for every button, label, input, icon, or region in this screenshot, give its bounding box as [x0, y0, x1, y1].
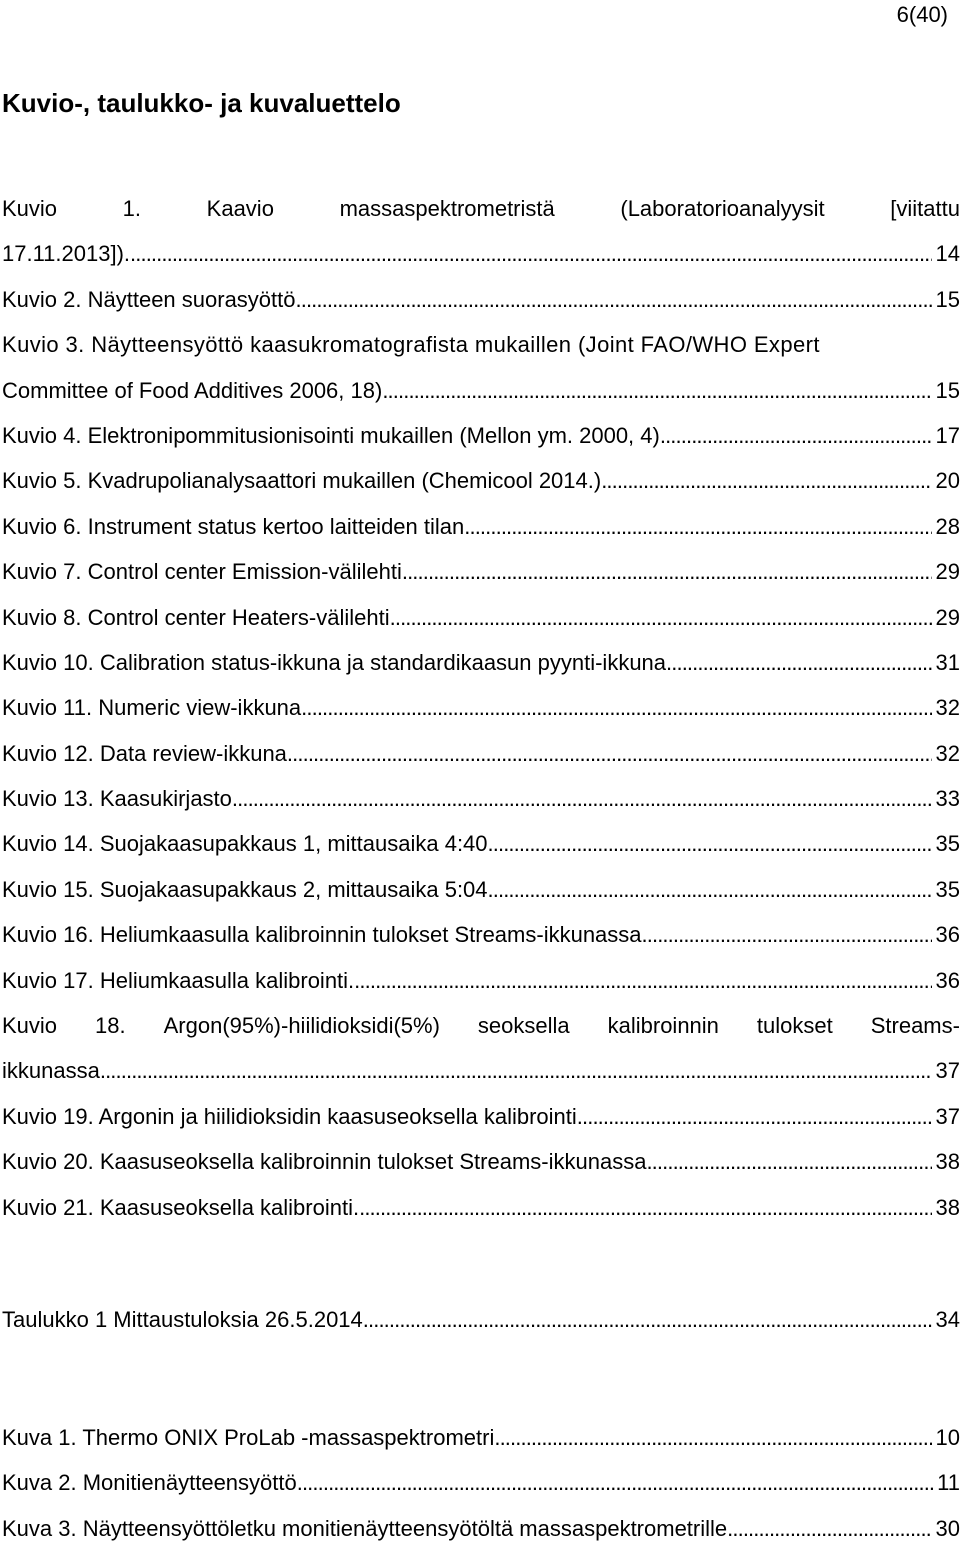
dot-leader: [301, 685, 931, 730]
page-number: 6(40): [896, 2, 948, 27]
dot-leader: [488, 821, 932, 866]
list-item: Kuvio 16. Heliumkaasulla kalibroinnin tulokset Streams-ikkunassa . . . 36: [2, 912, 960, 957]
list-item: Kuva 3. Näytteensyöttöletku monitienäytteensyötöltä massaspektrometrille . . . 30: [2, 1506, 960, 1551]
list-item-justified: Kuvio 18. Argon(95%)-hiilidioksidi(5%) seoksella kalibroinnin tulokset Streams-: [2, 1013, 960, 1039]
list-item: Kuvio 6. Instrument status kertoo laitteiden tilan . . . 28: [2, 504, 960, 549]
dot-leader: [601, 458, 931, 503]
dot-leader: [232, 776, 932, 821]
list-item: Kuvio 3. Näytteensyöttö kaasukromatografista mukaillen (Joint FAO/WHO Expert: [2, 332, 820, 358]
list-item: Kuvio 13. Kaasukirjasto . . . 33: [2, 776, 960, 821]
page-title: Kuvio-, taulukko- ja kuvaluettelo: [2, 88, 401, 118]
dot-leader: [390, 595, 932, 640]
dot-leader: [646, 1139, 931, 1184]
list-item: Kuva 1. Thermo ONIX ProLab -massaspektrometri . . . 10: [2, 1415, 960, 1460]
dot-leader: [297, 1460, 933, 1505]
dot-leader: [488, 867, 932, 912]
image-list: [2, 1415, 960, 1551]
dot-leader: [577, 1094, 932, 1139]
dot-leader: [494, 1415, 931, 1460]
dot-leader: [464, 504, 931, 549]
dot-leader: [660, 413, 932, 458]
list-item: 17.11.2013]). . . . 14: [2, 231, 960, 276]
list-item: Kuvio 21. Kaasuseoksella kalibrointi. . . . 38: [2, 1185, 960, 1230]
list-item: Kuvio 8. Control center Heaters-välilehti . . . 29: [2, 595, 960, 640]
list-item: Kuvio 20. Kaasuseoksella kalibroinnin tulokset Streams-ikkunassa . . . 38: [2, 1139, 960, 1184]
list-item: ikkunassa . . . 37: [2, 1048, 960, 1093]
list-item: Taulukko 1 Mittaustuloksia 26.5.2014 . . . 34: [2, 1297, 960, 1342]
figure-list: [2, 186, 960, 1230]
table-list: [2, 1297, 960, 1342]
list-item: Kuvio 19. Argonin ja hiilidioksidin kaasuseoksella kalibrointi . . . 37: [2, 1094, 960, 1139]
list-item: Kuvio 7. Control center Emission-välilehti . . . 29: [2, 549, 960, 594]
list-item: Kuvio 11. Numeric view-ikkuna . . . 32: [2, 685, 960, 730]
list-item: Kuvio 14. Suojakaasupakkaus 1, mittausaika 4:40 . . . 35: [2, 821, 960, 866]
dot-leader: [287, 731, 932, 776]
dot-leader: [359, 1185, 931, 1230]
list-item: Kuvio 4. Elektronipommitusionisointi mukaillen (Mellon ym. 2000, 4) . . . 17: [2, 413, 960, 458]
list-item: Kuvio 2. Näytteen suorasyöttö . . . 15: [2, 277, 960, 322]
dot-leader: [727, 1506, 931, 1551]
list-item: Kuvio 10. Calibration status-ikkuna ja standardikaasun pyynti-ikkuna . . . 31: [2, 640, 960, 685]
dot-leader: [382, 368, 931, 413]
list-item: Committee of Food Additives 2006, 18) . . . 15: [2, 368, 960, 413]
list-item: Kuvio 5. Kvadrupolianalysaattori mukaillen (Chemicool 2014.) . . . 20: [2, 458, 960, 503]
dot-leader: [130, 231, 931, 276]
dot-leader: [666, 640, 931, 685]
dot-leader: [296, 277, 932, 322]
list-item-justified: Kuvio 1. Kaavio massaspektrometristä (Laboratorioanalyysit [viitattu: [2, 196, 960, 221]
list-item: Kuvio 17. Heliumkaasulla kalibrointi. . . . 36: [2, 958, 960, 1003]
list-item: Kuva 2. Monitienäytteensyöttö . . . 11: [2, 1460, 960, 1505]
dot-leader: [363, 1297, 932, 1342]
dot-leader: [402, 549, 932, 594]
list-item: Kuvio 12. Data review-ikkuna . . . 32: [2, 731, 960, 776]
dot-leader: [100, 1048, 932, 1093]
list-item: Kuvio 15. Suojakaasupakkaus 2, mittausaika 5:04 . . . 35: [2, 867, 960, 912]
dot-leader: [642, 912, 932, 957]
dot-leader: [354, 958, 931, 1003]
